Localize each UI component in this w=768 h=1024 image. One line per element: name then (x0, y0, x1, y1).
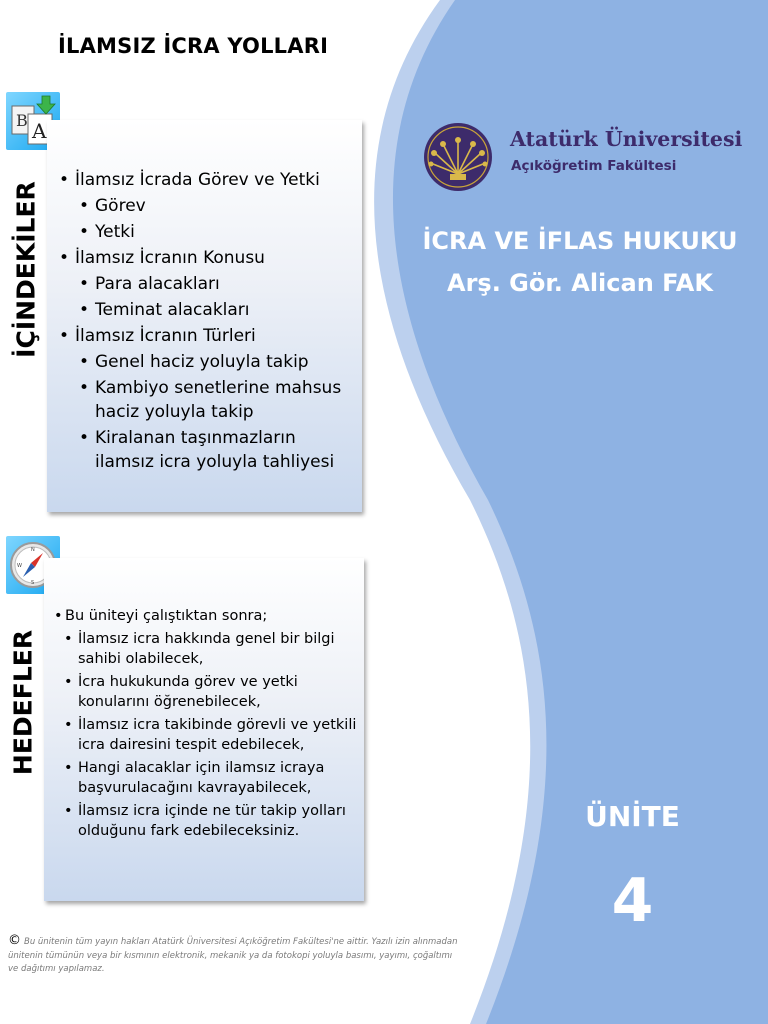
university-emblem-icon (420, 122, 496, 192)
svg-text:S: S (31, 580, 35, 586)
copyright-text: Bu ünitenin tüm yayın hakları Atatürk Üniversitesi Açıköğretim Fakültesi'ne aittir. Yazılı izin alınmadan ünitenin tümünün veya bir kısmının elektronik, mekanik ya da fotokopi yoluyla basımı, yayımı, çoğaltımı ve dağıtımı yapılamaz. (8, 937, 458, 974)
contents-item: • İlamsız İcranın Türleri (59, 324, 359, 348)
contents-item: • İlamsız İcrada Görev ve Yetki (59, 168, 359, 192)
goals-item: • İlamsız icra takibinde görevli ve yetkili icra dairesini tespit edebilecek, (64, 715, 359, 756)
goals-panel (44, 558, 364, 901)
goals-item: • İlamsız icra hakkında genel bir bilgi sahibi olabilecek, (64, 629, 359, 670)
contents-panel (47, 120, 362, 512)
copyright-symbol: © (8, 933, 21, 948)
contents-subitem: • Genel haciz yoluyla takip (79, 350, 359, 374)
svg-text:N: N (31, 547, 35, 553)
unit-label: ÜNİTE (585, 800, 680, 833)
contents-section-label: İÇİNDEKİLER (11, 181, 41, 358)
unit-number: 4 (611, 866, 654, 936)
course-author: Arş. Gör. Alican FAK (447, 269, 713, 297)
goals-item: • İcra hukukunda görev ve yetki konularını öğrenebilecek, (64, 672, 359, 713)
contents-subitem: • Teminat alacakları (79, 298, 359, 322)
goals-section-label: HEDEFLER (8, 629, 38, 776)
university-name: Atatürk Üniversitesi (510, 127, 743, 151)
contents-subitem: • Kiralanan taşınmazların ilamsız icra yoluyla tahliyesi (79, 426, 359, 474)
contents-item: • İlamsız İcranın Konusu (59, 246, 359, 270)
contents-subitem: • Kambiyo senetlerine mahsus haciz yoluyla takip (79, 376, 359, 424)
goals-item: • Hangi alacaklar için ilamsız icraya başvurulacağını kavrayabilecek, (64, 758, 359, 799)
goals-intro: • Bu üniteyi çalıştıktan sonra; (54, 606, 359, 627)
goals-item: • İlamsız icra içinde ne tür takip yolları olduğunu fark edebileceksiniz. (64, 801, 359, 842)
svg-text:W: W (17, 563, 22, 569)
svg-text:A: A (32, 119, 47, 143)
contents-subitem: • Para alacakları (79, 272, 359, 296)
faculty-name: Açıköğretim Fakültesi (511, 158, 677, 174)
goals-list (54, 606, 359, 844)
contents-list (59, 168, 359, 476)
page-title: İLAMSIZ İCRA YOLLARI (58, 34, 329, 58)
copyright-notice (8, 934, 460, 977)
svg-text:B: B (16, 111, 28, 130)
course-title: İCRA VE İFLAS HUKUKU (422, 227, 738, 255)
contents-subitem: • Yetki (79, 220, 359, 244)
contents-subitem: • Görev (79, 194, 359, 218)
